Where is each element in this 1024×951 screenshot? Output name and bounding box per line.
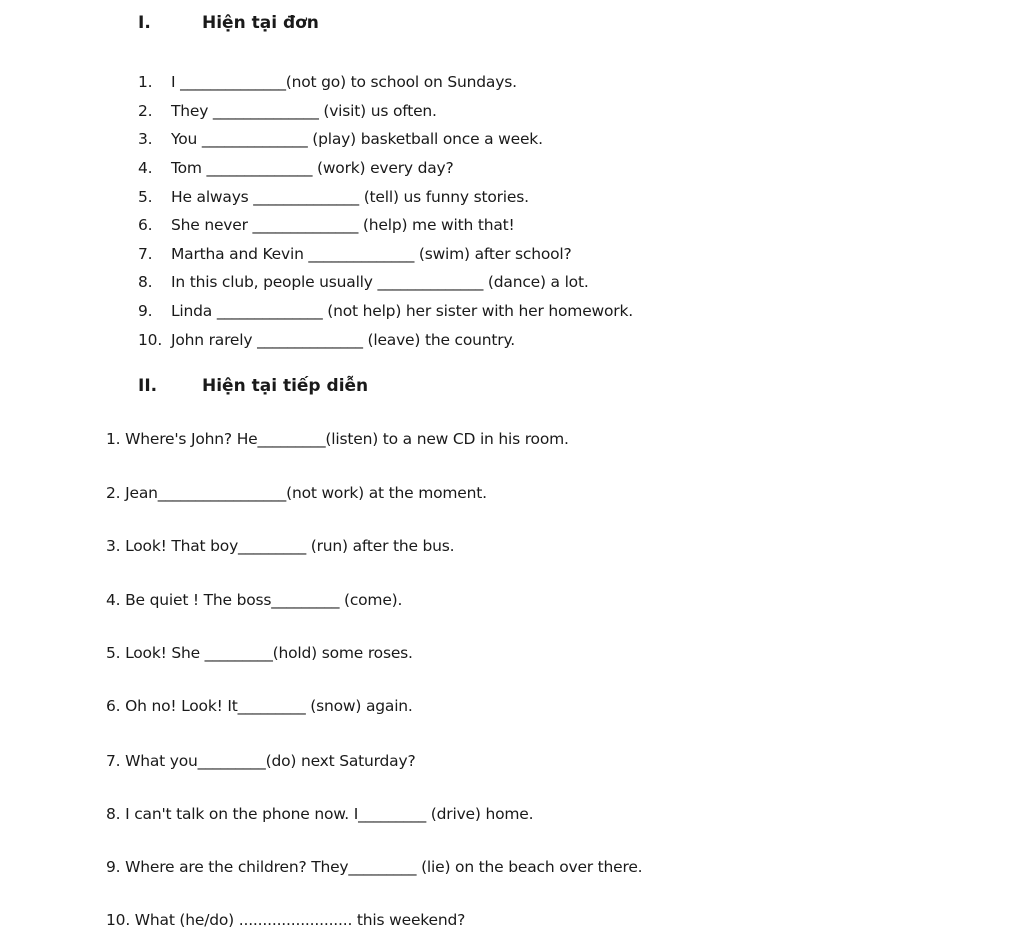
list-item: 8. I can't talk on the phone now. I_________ (drive) home. — [106, 805, 534, 823]
list-item — [138, 268, 633, 297]
list-item: 10. What (he/do) ........................ this weekend? — [106, 911, 466, 929]
item-number: 3. — [138, 130, 153, 149]
item-number: 6. — [138, 216, 153, 235]
item-number: 5. — [138, 187, 153, 206]
list-item — [138, 125, 633, 154]
item-text: I ______________(not go) to school on Sundays. — [171, 73, 517, 92]
list-item — [138, 68, 633, 97]
section-2-heading — [138, 376, 368, 396]
section-2-roman: II. — [138, 376, 158, 396]
item-text: In this club, people usually ______________ (dance) a lot. — [171, 273, 589, 292]
section-1-title: Hiện tại đơn — [202, 13, 319, 33]
list-item: 3. Look! That boy_________ (run) after the bus. — [106, 537, 455, 555]
list-item: 4. Be quiet ! The boss_________ (come). — [106, 591, 403, 609]
list-item: 2. Jean_________________(not work) at the moment. — [106, 484, 487, 502]
item-text: She never ______________ (help) me with that! — [171, 216, 515, 235]
section-1-heading — [138, 13, 319, 33]
list-item: 6. Oh no! Look! It_________ (snow) again. — [106, 697, 413, 715]
item-number: 9. — [138, 302, 153, 321]
list-item — [138, 154, 633, 183]
list-item — [138, 211, 633, 240]
item-text: He always ______________ (tell) us funny stories. — [171, 187, 529, 206]
list-item: 9. Where are the children? They_________ (lie) on the beach over there. — [106, 858, 643, 876]
item-text: Tom ______________ (work) every day? — [171, 159, 454, 178]
list-item — [138, 182, 633, 211]
list-item: 1. Where's John? He_________(listen) to a new CD in his room. — [106, 430, 569, 448]
list-item — [138, 240, 633, 269]
item-number: 10. — [138, 330, 163, 349]
item-text: You ______________ (play) basketball once a week. — [171, 130, 543, 149]
item-number: 7. — [138, 244, 153, 263]
list-item — [138, 325, 633, 354]
item-number: 2. — [138, 101, 153, 120]
item-text: They ______________ (visit) us often. — [171, 101, 437, 120]
item-text: Linda ______________ (not help) her sister with her homework. — [171, 302, 633, 321]
item-number: 1. — [138, 73, 153, 92]
item-number: 8. — [138, 273, 153, 292]
list-item — [138, 97, 633, 126]
list-item: 5. Look! She _________(hold) some roses. — [106, 644, 413, 662]
section-2-title: Hiện tại tiếp diễn — [202, 376, 369, 396]
section-1-list — [138, 68, 633, 354]
item-number: 4. — [138, 159, 153, 178]
item-text: Martha and Kevin ______________ (swim) after school? — [171, 244, 572, 263]
list-item — [138, 297, 633, 326]
list-item: 7. What you_________(do) next Saturday? — [106, 752, 416, 770]
item-text: John rarely ______________ (leave) the country. — [171, 330, 515, 349]
section-1-roman: I. — [138, 13, 151, 33]
